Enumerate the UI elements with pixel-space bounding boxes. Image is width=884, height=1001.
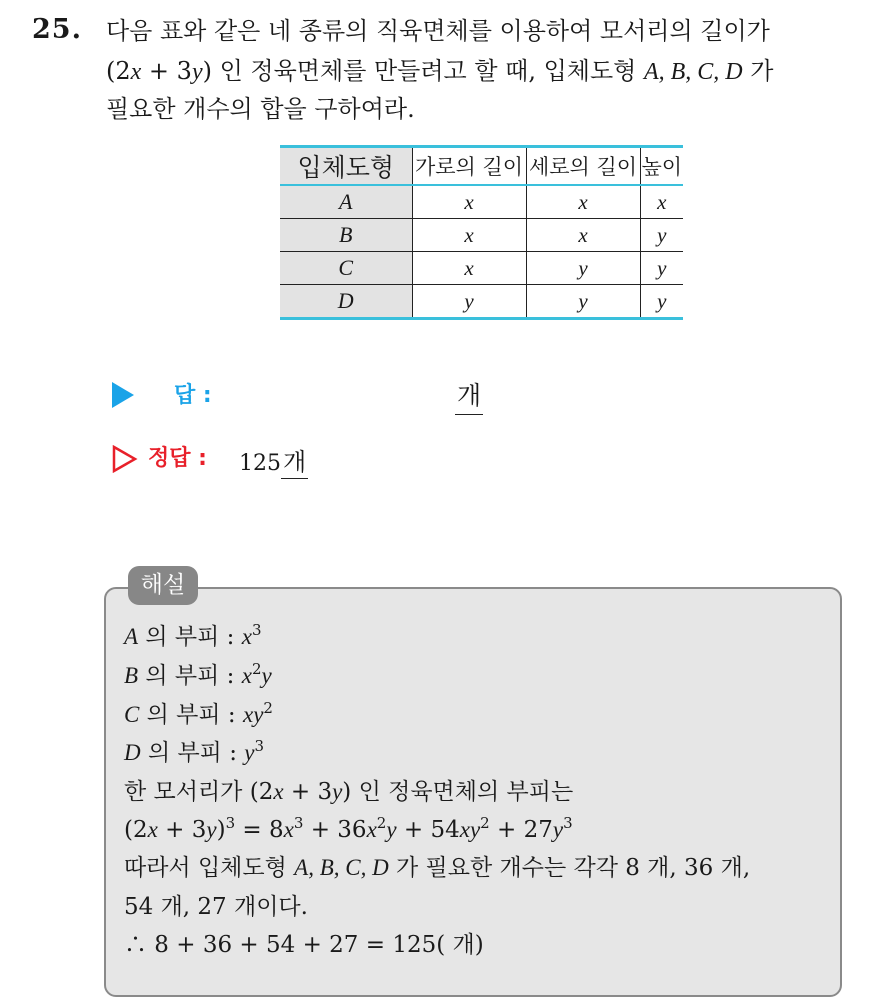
solids-table	[280, 145, 683, 320]
solution-line: 54 개, 27 개이다.	[124, 894, 308, 920]
table-header-row	[280, 147, 683, 186]
question-line-2	[106, 52, 773, 91]
volume-word: 의 부피 :	[145, 663, 235, 689]
volume-word: 의 부피 :	[146, 702, 236, 728]
table-header-shape: 입체도형	[280, 147, 412, 186]
solution-line	[124, 775, 573, 809]
table-cell: y	[657, 222, 667, 247]
question-line-1: 다음 표와 같은 네 종류의 직육면체를 이용하여 모서리의 길이가	[106, 17, 770, 45]
table-cell: y	[464, 288, 474, 313]
table-row	[280, 252, 683, 285]
solution-line	[124, 851, 750, 885]
table-header-width: 가로의 길이	[412, 147, 526, 186]
table-cell: A	[339, 189, 353, 214]
correct-answer-value	[239, 442, 308, 477]
solution-conclusion: ∴ 8 + 36 + 54 + 27 = 125( 개)	[124, 932, 484, 958]
solution-expression: (2x + 3y)	[249, 779, 352, 805]
volume-word: 의 부피 :	[147, 740, 237, 766]
question-expression: (2x + 3y)	[106, 57, 212, 85]
table-cell: x	[657, 189, 667, 214]
solution-text: 한 모서리가	[124, 779, 243, 805]
solution-text: 가 필요한 개수는 각각 8 개, 36 개,	[396, 855, 751, 881]
shape-label: A	[124, 624, 139, 649]
volume-expr: x	[241, 624, 252, 649]
table-cell: x	[578, 189, 588, 214]
solution-expansion: $(2x + 3y)^3 = 8x^3 + 36x^2y + 54xy^2 + 27y^3$	[124, 814, 573, 843]
table-cell: D	[337, 288, 354, 313]
solution-text: 따라서 입체도형	[124, 855, 287, 881]
filled-triangle-icon	[112, 382, 134, 408]
exponent: 2	[263, 699, 273, 717]
answer-input[interactable]: 개	[455, 376, 483, 415]
table-row	[280, 219, 683, 252]
shape-label: B	[124, 663, 139, 688]
answer-label: 답 :	[174, 383, 212, 408]
table-cell: x	[464, 222, 474, 247]
volume-expr: y	[244, 740, 255, 765]
table-cell: x	[464, 189, 474, 214]
table-row	[280, 285, 683, 319]
table-cell: y	[657, 288, 667, 313]
table-cell: x	[464, 255, 474, 280]
solution-line	[124, 620, 261, 654]
exponent: 2	[251, 660, 262, 678]
question-number: 25.	[32, 14, 82, 45]
solution-line	[124, 659, 272, 693]
table-header-depth: 세로의 길이	[526, 147, 640, 186]
table-row	[280, 185, 683, 219]
volume-word: 의 부피 :	[145, 624, 235, 650]
volume-expr: xy	[243, 702, 264, 727]
table-cell: y	[578, 255, 588, 280]
question-shape-vars: A, B, C, D	[643, 59, 743, 85]
solution-line	[124, 698, 273, 732]
shape-vars: A, B, C, D	[294, 855, 389, 880]
outline-triangle-icon	[112, 445, 138, 473]
question-line-2-text: 인 정육면체를 만들려고 할 때, 입체도형	[219, 57, 637, 85]
volume-expr-tail: y	[261, 663, 272, 688]
solution-text: 인 정육면체의 부피는	[358, 779, 574, 805]
table-cell: x	[578, 222, 588, 247]
question-line-2-tail: 가	[750, 57, 774, 85]
shape-label: D	[124, 740, 141, 765]
table-cell: y	[657, 255, 667, 280]
table-header-height: 높이	[640, 147, 683, 186]
table-cell: B	[339, 222, 353, 247]
question-line-3: 필요한 개수의 합을 구하여라.	[106, 95, 415, 123]
correct-answer-number: 125	[239, 451, 281, 476]
correct-answer-unit: 개	[281, 448, 308, 479]
table-cell: y	[578, 288, 588, 313]
solution-line	[124, 736, 264, 770]
correct-answer-label: 정답 :	[148, 446, 207, 471]
volume-expr: x	[241, 663, 252, 688]
solution-tab: 해설	[128, 566, 198, 605]
exponent: 3	[251, 621, 262, 639]
shape-label: C	[124, 702, 140, 727]
table-cell: C	[338, 255, 354, 280]
exponent: 3	[254, 737, 265, 755]
